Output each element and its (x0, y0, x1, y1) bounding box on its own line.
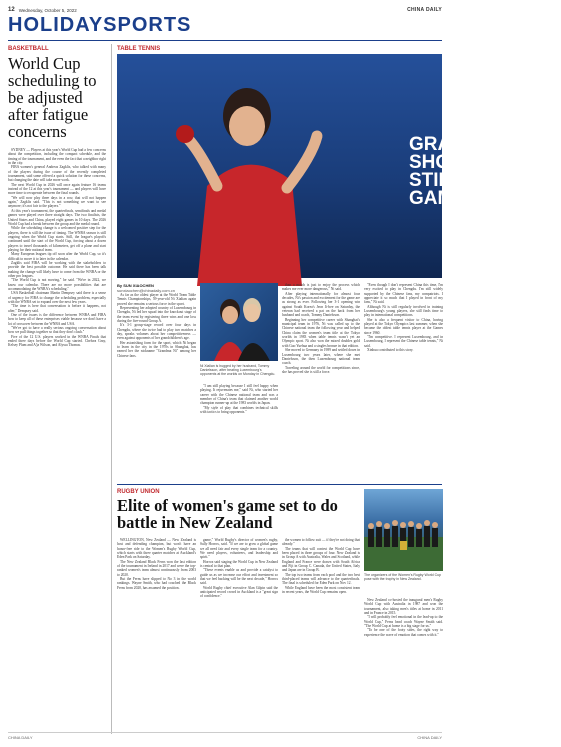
rugby-headline: Elite of women's game set to do battle in New Zealand (117, 496, 338, 532)
paragraph: game," World Rugby's director of women's rugby, Sally Horrox, said. "If we are to grow a global game we all need fair and every single team for a country. We need players, volunteers, and leadership and spirit." (200, 538, 278, 560)
paragraph: "The time is here that conversation is before it happens, not after," Dempsey said. (8, 304, 106, 313)
couple-photo (200, 283, 278, 361)
feature-deck: Evergreen 59-year-old adds to legend by shining at team world championships (469, 197, 557, 219)
basketball-kicker: BASKETBALL (8, 46, 49, 52)
paragraph: the women to follow suit — if they're not doing that already." (282, 538, 360, 547)
team-photo-image (364, 489, 443, 571)
couple-photo-image (200, 283, 278, 361)
byline (117, 283, 175, 293)
team-photo-caption: The organizers of the Women's Rugby World Cup pose with the trophy in New Zealand. (364, 573, 441, 582)
byline-author: By SUN XIAOCHEN (117, 283, 154, 288)
paragraph: After playing internationally for almost four decades, Ni's passion and excitement for the game are as strong as ever. Following her 3-1 opening win against South Korea's Jeon Ji-hee on Saturday, the veteran had received a pat on the back from her husband and coach, Tommy Danielsson. (282, 291, 360, 318)
section-title: HOLIDAYSPORTS (8, 14, 192, 36)
paragraph: "To be one of the footy sides, the right way to experience the wave of emotion that comes with it." (364, 628, 443, 637)
paragraph: The New Zealand Black Ferns won the last edition of the tournament in Ireland in 2017 and were the top-ranked women's team almost continuously from 2003 to 2020. (117, 559, 196, 577)
basketball-headline: World Cup scheduling to be adjusted after fatigue concerns (8, 54, 97, 141)
paragraph: WELLINGTON, New Zealand — New Zealand is host and defending champion, but won't have an honor-free ride to the Women's Rugby World Cup, which starts with three quarter matches at Auckland's Eden Park on Saturday. (117, 538, 196, 560)
paragraph: "I'm competitive. I represent Luxembourg, and in Luxembourg, I represent the Chinese table tennis," Ni said. (364, 335, 443, 348)
paragraph: Her astonishing form for the sport, which Ni began to learn in the city in the 1970s in Shanghai, has earned her the nickname "Grandma Ni" among her Chinese fans. (117, 340, 196, 358)
tabletennis-kicker: TABLE TENNIS (117, 46, 161, 52)
paragraph: FIBA women's general Andreas Zagklis, who talked with many of the players during the course of the recently completed tournament, said some offered a quick solution for these concerns, but changing the date will take more work. (8, 165, 106, 183)
feature-column-2 (200, 384, 278, 479)
paragraph: "We will now play three days in a row, that will not happen again," Zagklis said. "This is not something we want to see anymore; it's not fair to the players." (8, 195, 106, 209)
column-divider (111, 44, 112, 734)
paragraph: The teams that will contest the World Cup have been placed in three groups of four. New Zealand is in Group A with Australia, Wales and Scotland, while England and France were drawn with South Africa and Fiji in Group C. Canada, the United States, Italy and Japan are in Group B. (282, 546, 360, 573)
feature-photo (117, 54, 557, 278)
footer-left: CHINA DAILY (8, 735, 33, 740)
paragraph: It's 3-1 group-stage record over four days in Chengdu, where she twice had to play two matches a day, speaks volumes about her competitiveness — even against opponents of her grandchildren's age. (117, 323, 196, 341)
rugby-column-3 (282, 538, 360, 728)
rugby-kicker: RUGBY UNION (117, 489, 160, 495)
paragraph: "My style of play that combines technical skills with tactics to bring opponents." (200, 405, 278, 415)
paragraph: Xinhua contributed to this story. (367, 348, 414, 353)
paragraph: Horrox said staging the World Cup in New Zealand is central to that plan. (200, 559, 278, 569)
paragraph: Representing her adopted country of Luxembourg in Chengdu, Ni led her squad into the knockout stage of the team event by registering three wins and one loss during the five-round Group A. (117, 306, 196, 324)
rugby-column-2 (200, 538, 278, 728)
paragraph: The next World Cup in 2026 will once again feature 16 teams instead of the 12 at this year's tournament — and players will have more time to recuperate between the final rounds. (8, 182, 106, 196)
feature-column-4 (364, 283, 443, 479)
feature-column-1 (117, 293, 196, 479)
byline-email: sunxiaochen@chinadaily.com.cn (117, 288, 176, 293)
feature-headline: GRANDMA NI SHOWS SHE'S STILL GOT GAME (409, 134, 543, 209)
team-photo (364, 489, 443, 571)
paragraph: While the scheduling change is a welcomed positive step for the players, there is still the issue of timing. The WNBA season is still ongoing when the World Cup starts. Still, the league's playoffs continued until the start of the World Cup, forcing about a dozen players to travel thousands of kilometers, get off a plane and start playing for their national team. (8, 226, 106, 252)
feature-column-3 (282, 283, 360, 479)
paragraph: "We've got to have a really serious ongoing conversation about how we pull things together so that they don't clash." (8, 326, 106, 335)
footer-right: CHINA DAILY (417, 735, 442, 740)
paragraph: "These events enable us and provide a catalyst to guide us as we increase our effort and investment so that we feel backing will be the next decade," Horrox said. (200, 568, 278, 586)
paragraph: "I am still playing because I still feel happy when playing. It rejuvenates me," said Ni, who started her career with the Chinese national team and was a member of China's team that claimed another world champion runner-up at the 1983 worlds in Japan. (200, 384, 278, 406)
paragraph: Zagklis said FIBA will be working with the stakeholders to provide the best possible outcome. He said there has been talk making the change will likely have to come from the WNBA or the other pro leagues. (8, 260, 106, 278)
paragraph: She is also a frequent visitor to China, having played at the Tokyo Olympics last summer, when she became the oldest table tennis player at the Games since 1960. (364, 317, 443, 335)
paragraph: "The World Cup is not moving," he said. "We're in 2022, we know our calendar. There are no more possibilities that are accommodating the WNBA's scheduling." (8, 278, 106, 291)
rugby-column-4 (364, 598, 443, 728)
page-number: 12 (8, 7, 15, 13)
paragraph: Five of the 12 U.S. players worked in the WNBA Finals that ended three days before the World Cup started. Chelsea Gray, Kelsey Plum and A'ja Wilson, and Alyssa Thomas. (8, 334, 106, 348)
masthead-brand: CHINA DAILY (407, 7, 442, 13)
paragraph: The top two teams from each pool and the two best third-placed teams will advance to the quarterfinals. The final is scheduled for Eden Park on Nov 12. (282, 572, 360, 586)
paragraph: She moved to Germany in 1989 and settled down in Luxembourg two years later, where she met Danielsson, the then Luxembourg national team coach. (282, 348, 360, 366)
paragraph: Although Ni is still regularly involved in training Luxembourg's young players, she still finds time to play in international competitions. (364, 304, 443, 318)
paragraph: "Even though I don't represent China this time, I'm very excited to play in Chengdu. I'm still widely supported by the Chinese fans, my compatriots. I appreciate it so much that I played in front of my fans," Ni said. (364, 283, 443, 305)
section-divider (8, 40, 442, 41)
basketball-body (8, 148, 106, 728)
rugby-divider (117, 484, 442, 485)
paragraph: World Rugby chief executive Alan Gilpin said the anticipated record crowd in Auckland is a "great sign of confidence." (200, 585, 278, 599)
paragraph: New Zealand co-hosted the inaugural men's Rugby World Cup with Australia in 1987 and won the tournament, also taking men's titles at home in 2011 and in France in 2015. (364, 598, 443, 616)
paragraph: But the Ferns have slipped to No 3 in the world rankings. Wayne Smith, who had coached the Black Ferns from 2020, has assumed the position. (117, 577, 196, 590)
paragraph: As far as the oldest player at the World Team Table Tennis Championships, 59-year-old Ni Xialian again proved she remains a serious force in the sport. (117, 293, 196, 306)
paragraph: SYDNEY — Players at this year's World Cup had a few concerns about the competition, including the compact schedule, and the timing of the tournament, and the even the fact that a neighbor right in the city. (8, 148, 106, 166)
photo-caption: Ni Xialian is hugged by her husband, Tommy Danielsson, after beating Luxembourg's opponents at the worlds on Monday in Chengdu. (200, 364, 276, 377)
paragraph: than a match is just to enjoy the process which makes me ever more dangerous," Ni said. (282, 283, 360, 292)
paragraph: One of the issues is the difference between WNBA and FIBA how to keep all of these enterprises viable because we don't have a lot of crossover between the WNBA and USA. (8, 313, 106, 326)
paragraph: At this year's tournament, the quarterfinals, semifinals and medal games were played over three straight days. The two finalists, the United States and China, played eight games in 10 days. The 2026 World Cup had a break between the group and the medal round. (8, 208, 106, 226)
paragraph: While England have been the most consistent team in recent years, the World Cup remains open. (282, 585, 360, 595)
masthead (8, 6, 442, 14)
issue-date: Wednesday, October 5, 2022 (18, 7, 77, 13)
paragraph: "I will probably feel emotional in the lead-up to the World Cup," Ferns head coach Wayne Smith said. "The World Cup at home is a big stage for us." (364, 615, 443, 629)
paragraph: USA Basketball chairman Martin Dempsey said there is a sense of urgency for FIBA to change the scheduling problem, especially with the WNBA set to expand over the next few years. (8, 291, 106, 305)
paragraph: Beginning her competitive career with Shanghai's municipal team in 1976, Ni was called up to the Chinese national team the following year and helped China claim the women's team title at the Tokyo worlds in 1983 when table tennis wasn't yet an Olympic sport. Ni also won the mixed doubles gold with Guo Yuehua and a singles bronze in that edition. (282, 317, 360, 348)
paragraph: Many European leagues tip off soon after the World Cup, so it's difficult to move it to later in the calendar. (8, 252, 106, 261)
page-footer (8, 732, 442, 740)
rugby-column-1 (117, 538, 196, 728)
player-figure-image (177, 76, 327, 286)
paragraph: Traveling around the world for competitions since, she has proved she is still a force. (282, 365, 360, 374)
